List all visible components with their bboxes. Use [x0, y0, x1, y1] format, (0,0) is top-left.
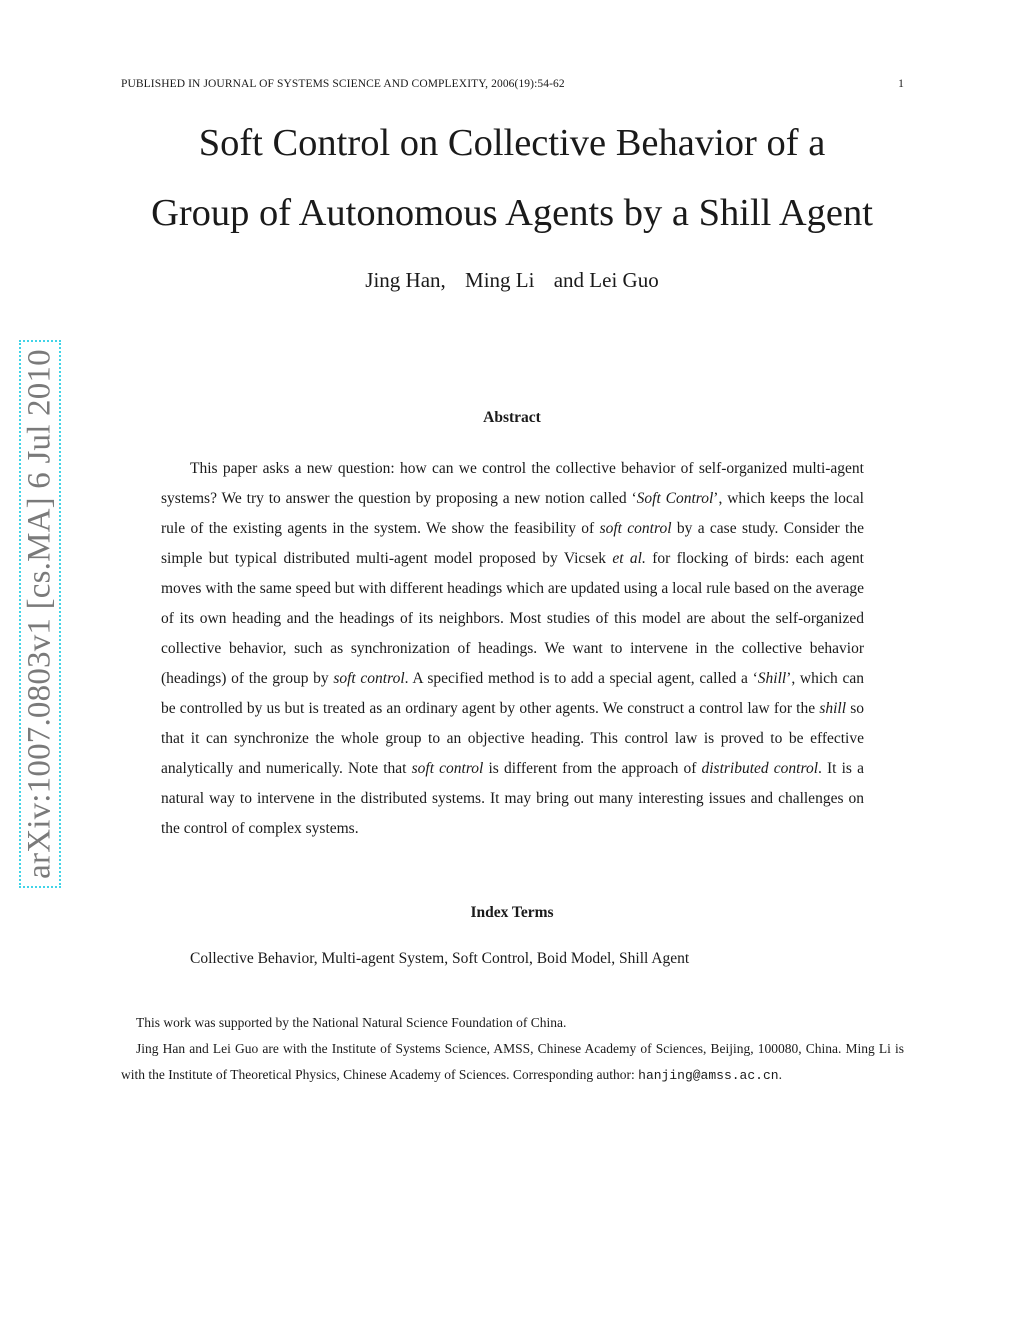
abstract-text: by a case study. Consider the simple but typical distributed multi-agent model proposed by Vicsek	[161, 520, 864, 567]
abstract-text: ’, which keeps the local rule of the existing agents in the system. We show the feasibility of	[161, 490, 864, 537]
abstract-text: ’, which can be controlled by us but is treated as an ordinary agent by other agents. We construct a control law for the	[161, 670, 864, 717]
abstract-emphasis: soft control	[411, 760, 484, 777]
affiliation-footnote	[121, 1036, 904, 1089]
running-header	[121, 78, 904, 90]
author-name: Jing Han,	[365, 268, 446, 292]
abstract-heading: Abstract	[483, 409, 541, 426]
arxiv-stamp: arXiv:1007.0803v1 [cs.MA] 6 Jul 2010	[21, 349, 58, 879]
page-number: 1	[898, 78, 904, 90]
author-list	[0, 268, 1024, 293]
abstract-text: . A specified method is to add a special agent, called a ‘	[404, 670, 758, 687]
abstract-emphasis: soft control	[599, 520, 672, 537]
abstract-emphasis: shill	[819, 700, 847, 717]
abstract-paragraph	[161, 454, 864, 844]
abstract-text: for flocking of birds: each agent moves with the same speed but with different headings which are updated using a local rule based on the average of its own heading and the headings of its neighbors. Most studies of this model are about the self-organized collective behavior, such as synchronization of headings. We want to intervene in the collective behavior (headings) of the group by	[161, 550, 864, 687]
abstract-text: . It is a natural way to intervene in the distributed systems. It may bring out many interesting issues and challenges on the control of complex systems.	[161, 760, 864, 837]
author-name: and Lei Guo	[553, 268, 659, 292]
paper-title-line-1: Soft Control on Collective Behavior of a	[198, 122, 826, 164]
abstract-text: is different from the approach of	[483, 760, 702, 777]
index-terms-heading: Index Terms	[470, 904, 554, 921]
running-title: PUBLISHED IN JOURNAL OF SYSTEMS SCIENCE AND COMPLEXITY, 2006(19):54-62	[121, 78, 565, 90]
footnotes	[121, 1010, 904, 1089]
author-name: Ming Li	[465, 268, 535, 292]
abstract-body	[161, 454, 864, 844]
abstract-emphasis: et al.	[612, 550, 646, 567]
abstract-text: This paper asks a new question: how can we control the collective behavior of self-organized multi-agent systems? We try to answer the question by proposing a new notion called ‘	[161, 460, 864, 507]
abstract-emphasis: Shill	[757, 670, 787, 687]
affiliation-text: Jing Han and Lei Guo are with the Institute of Systems Science, AMSS, Chinese Academy of Sciences, Beijing, 100080, China. Ming Li is with the Institute of Theoretical Physics, Chinese Academy of Sciences. Corresponding author:	[121, 1041, 904, 1082]
author-email: hanjing@amss.ac.cn	[638, 1068, 779, 1083]
abstract-emphasis: soft control	[333, 670, 405, 687]
affiliation-text-end: .	[778, 1067, 782, 1082]
abstract-text: so that it can synchronize the whole group to an objective heading. This control law is proved to be effective analytically and numerically. Note that	[161, 700, 864, 777]
abstract-emphasis: distributed control	[701, 760, 819, 777]
abstract-emphasis: Soft Control	[636, 490, 714, 507]
paper-title-line-2: Group of Autonomous Agents by a Shill Agent	[151, 192, 873, 234]
funding-footnote: This work was supported by the National Natural Science Foundation of China.	[136, 1015, 567, 1030]
index-terms-list: Collective Behavior, Multi-agent System, Soft Control, Boid Model, Shill Agent	[190, 950, 690, 967]
